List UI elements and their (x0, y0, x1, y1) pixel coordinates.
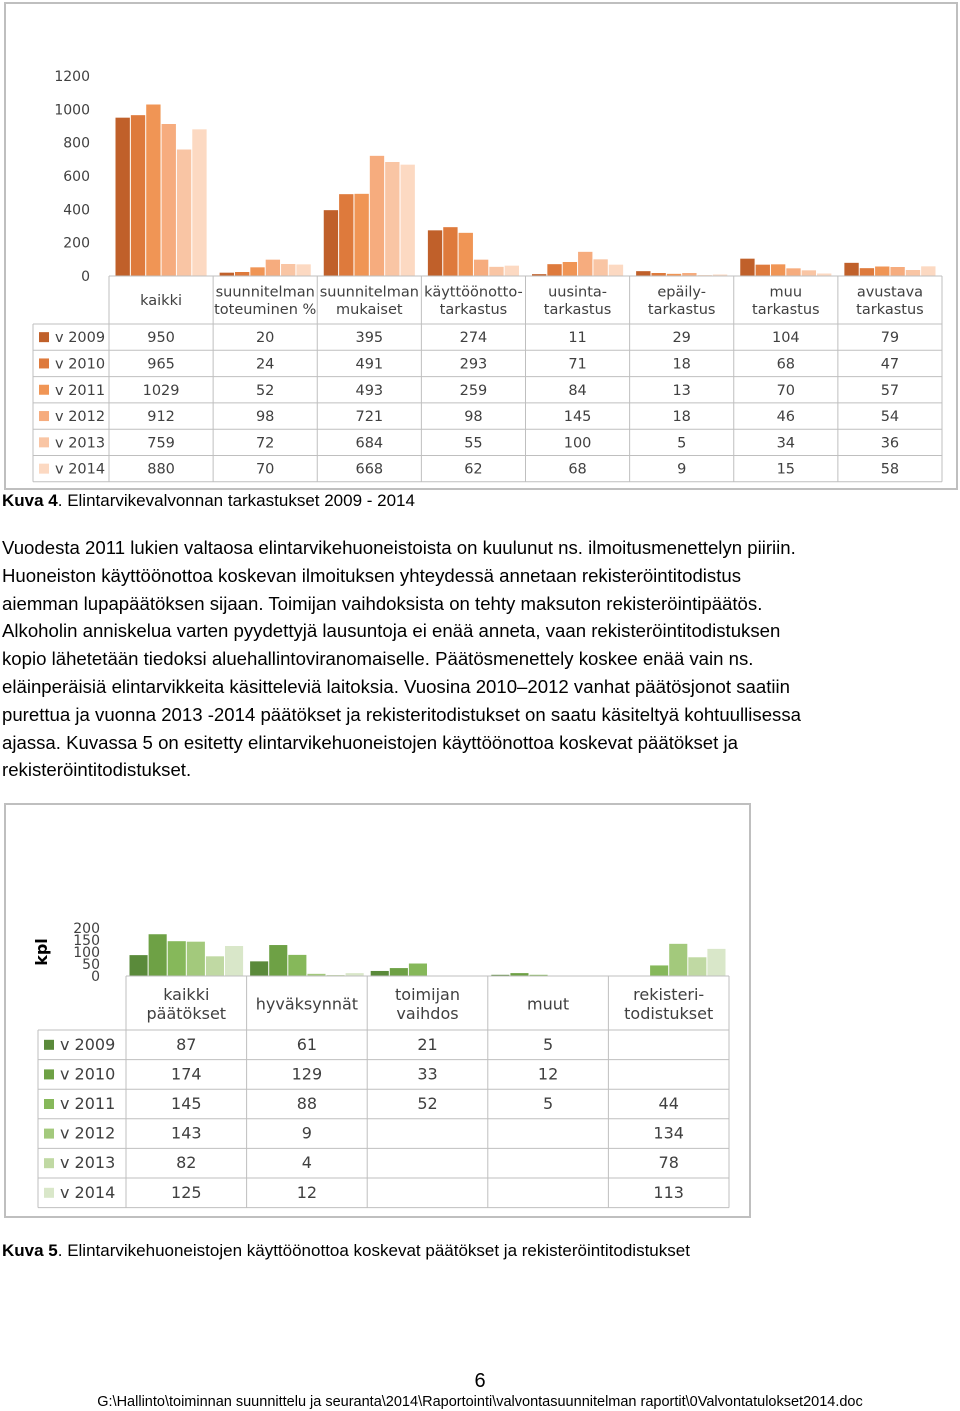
category-label: vaihdos (396, 1004, 459, 1024)
data-value-label: 684 (355, 435, 384, 452)
data-value-label: 9 (301, 1123, 312, 1143)
data-value-label: 12 (537, 1064, 559, 1084)
data-value-label: 47 (880, 356, 900, 373)
y-tick-label: 100 (73, 945, 100, 961)
data-value-label: 88 (296, 1094, 318, 1113)
figure-4-caption (2, 491, 415, 511)
category-label: tarkastus (439, 301, 508, 318)
bar-v-2010-6 (756, 265, 770, 276)
legend-swatch-v-2011 (39, 385, 49, 395)
data-value-label: 70 (776, 382, 796, 399)
data-value-label: 104 (771, 330, 800, 347)
figure-5-caption-label: Kuva 5 (2, 1241, 58, 1260)
data-value-label: 5 (543, 1034, 554, 1054)
data-value-label: 259 (459, 382, 488, 399)
data-value-label: 70 (255, 461, 275, 478)
category-label: suunnitelman (215, 284, 315, 301)
bar-v-2014-0 (192, 129, 206, 276)
legend-label: v 2014 (60, 1182, 116, 1202)
legend-swatch-v-2014 (39, 464, 49, 474)
category-label: suunnitelman (319, 284, 419, 301)
data-value-label: 68 (776, 356, 796, 373)
data-value-label: 78 (658, 1153, 679, 1173)
bar-v-2009-3 (428, 230, 442, 276)
data-value-label: 1029 (142, 382, 180, 399)
bar-v-2010-2 (339, 194, 353, 276)
bar-v-2009-2 (371, 971, 389, 976)
paragraph-line: Huoneiston käyttöönottoa koskevan ilmoituksen yhteydessä annetaan rekisteröintitodistus (2, 564, 742, 586)
bar-v-2013-0 (206, 956, 224, 976)
legend-swatch-v-2010 (39, 358, 49, 368)
y-tick-label: 1200 (54, 69, 90, 85)
legend-swatch-v-2013 (44, 1158, 54, 1168)
category-label: muu (769, 284, 803, 301)
category-label: tarkastus (856, 301, 924, 318)
data-value-label: 912 (147, 409, 175, 426)
data-value-label: 759 (147, 435, 175, 452)
data-value-label: 15 (776, 461, 796, 478)
legend-swatch-v-2009 (39, 332, 49, 342)
data-value-label: 55 (464, 435, 483, 452)
bar-v-2011-2 (354, 194, 368, 276)
category-label: todistukset (624, 1004, 714, 1024)
data-value-label: 12 (296, 1182, 318, 1202)
legend-label: v 2012 (60, 1123, 116, 1143)
paragraph-line: aiemman lupapäätöksen sijaan. Toimijan vaihdoksista on tehty maksuton rekisteröintipäätös. (2, 592, 763, 614)
bar-v-2013-6 (802, 270, 816, 276)
data-value-label: 5 (677, 435, 687, 452)
data-value-label: 134 (653, 1123, 684, 1143)
data-value-label: 174 (171, 1064, 202, 1084)
figure-4-svg (6, 4, 960, 492)
data-value-label: 493 (355, 382, 384, 399)
data-value-label: 21 (417, 1034, 438, 1054)
bar-v-2010-7 (860, 268, 874, 276)
bar-v-2014-4 (609, 265, 623, 276)
y-axis-label: kpl (32, 938, 51, 966)
bar-v-2014-0 (225, 946, 243, 976)
data-value-label: 79 (880, 330, 900, 347)
bar-v-2010-0 (131, 115, 145, 276)
legend-label: v 2011 (60, 1094, 116, 1113)
category-label: epäily- (657, 284, 707, 301)
paragraph-line: purettua ja vuonna 2013 -2014 päätökset ja rekisteritodistukset on saatu käsiteltyä kohtuullisessa (2, 703, 801, 725)
data-value-label: 143 (171, 1123, 202, 1143)
bar-v-2011-1 (250, 267, 264, 276)
data-value-label: 721 (355, 409, 384, 426)
data-value-label: 668 (355, 461, 384, 478)
data-value-label: 54 (880, 409, 900, 426)
category-label: avustava (856, 284, 924, 301)
figure-5-caption (2, 1241, 690, 1261)
data-value-label: 98 (255, 409, 275, 426)
bar-v-2012-0 (187, 942, 205, 976)
bar-v-2011-4 (650, 965, 668, 976)
bar-v-2014-4 (707, 949, 725, 976)
bar-v-2012-4 (669, 944, 687, 976)
legend-label: v 2009 (60, 1034, 116, 1054)
data-value-label: 82 (176, 1153, 197, 1173)
data-value-label: 950 (147, 330, 175, 347)
bar-v-2010-0 (149, 934, 167, 976)
bar-v-2012-3 (474, 260, 488, 276)
figure-4-caption-text: . Elintarvikevalvonnan tarkastukset 2009 - 2014 (57, 491, 415, 510)
bar-v-2009-0 (130, 955, 148, 976)
legend-swatch-v-2011 (44, 1099, 54, 1109)
data-value-label: 24 (255, 356, 275, 373)
bar-v-2009-6 (740, 259, 754, 276)
bar-v-2010-2 (390, 968, 408, 976)
bar-v-2013-4 (593, 259, 607, 276)
y-tick-label: 0 (81, 269, 90, 285)
data-value-label: 36 (880, 435, 900, 452)
bar-v-2014-3 (505, 266, 519, 276)
data-value-label: 34 (776, 435, 796, 452)
bar-v-2010-1 (269, 945, 287, 976)
bar-v-2013-3 (489, 267, 503, 276)
data-value-label: 274 (459, 330, 488, 347)
category-label: muut (527, 994, 570, 1014)
data-value-label: 113 (653, 1182, 684, 1202)
bar-v-2011-0 (146, 105, 160, 277)
data-value-label: 18 (672, 356, 691, 373)
paragraph-line: kopio lähetetään tiedoksi aluehallintoviranomaiselle. Päätösmenettely koskee enää vain ns. (2, 648, 754, 670)
data-value-label: 29 (672, 330, 691, 347)
category-label: kaikki (163, 985, 210, 1005)
bar-v-2014-2 (401, 165, 415, 276)
bar-v-2011-3 (459, 233, 473, 276)
paragraph-line: rekisteröintitodistukset. (2, 759, 192, 781)
data-value-label: 965 (147, 356, 175, 373)
y-tick-label: 0 (91, 969, 100, 985)
data-value-label: 61 (296, 1034, 318, 1054)
category-label: uusinta- (548, 284, 608, 301)
legend-label: v 2013 (55, 435, 106, 452)
figure-5-caption-text: . Elintarvikehuoneistojen käyttöönottoa koskevat päätökset ja rekisteröintitodistukset (57, 1241, 690, 1260)
bar-v-2009-2 (324, 210, 338, 276)
figure-4-chart (4, 2, 958, 490)
legend-swatch-v-2009 (44, 1040, 54, 1050)
legend-label: v 2009 (55, 330, 106, 347)
bar-v-2009-1 (250, 961, 268, 976)
bar-v-2013-1 (281, 264, 295, 276)
legend-swatch-v-2013 (39, 437, 49, 447)
page-number: 6 (474, 1370, 486, 1392)
data-value-label: 491 (355, 356, 384, 373)
data-value-label: 57 (880, 382, 900, 399)
bar-v-2012-2 (370, 156, 384, 276)
bar-v-2009-5 (636, 271, 650, 276)
data-value-label: 87 (176, 1034, 197, 1054)
category-label: toimijan (395, 985, 460, 1005)
bar-v-2012-6 (786, 268, 800, 276)
bar-v-2010-4 (547, 264, 561, 276)
data-value-label: 20 (255, 330, 275, 347)
data-value-label: 129 (291, 1064, 323, 1084)
legend-label: v 2012 (55, 409, 106, 426)
category-label: kaikki (140, 293, 183, 310)
bar-v-2012-4 (578, 252, 592, 276)
y-tick-label: 200 (73, 921, 100, 937)
data-value-label: 46 (776, 409, 796, 426)
data-value-label: 72 (255, 435, 275, 452)
bar-v-2012-7 (890, 267, 904, 276)
legend-swatch-v-2014 (44, 1188, 54, 1198)
figure-5-svg (6, 805, 753, 1220)
data-value-label: 44 (658, 1094, 679, 1113)
category-label: tarkastus (752, 301, 820, 318)
y-tick-label: 800 (63, 135, 90, 152)
data-value-label: 98 (464, 409, 483, 426)
data-value-label: 33 (417, 1064, 438, 1084)
legend-swatch-v-2012 (39, 411, 49, 421)
bar-v-2013-0 (177, 150, 191, 277)
bar-v-2013-7 (906, 270, 920, 276)
y-tick-label: 600 (63, 169, 90, 185)
body-paragraph (2, 534, 958, 784)
bar-v-2012-1 (266, 260, 280, 276)
data-value-label: 71 (568, 356, 587, 373)
data-value-label: 880 (147, 461, 175, 478)
category-label: käyttöönotto- (424, 284, 523, 301)
y-tick-label: 200 (63, 235, 90, 252)
legend-label: v 2010 (60, 1064, 116, 1084)
bar-v-2011-7 (875, 267, 889, 277)
data-value-label: 18 (672, 409, 691, 426)
category-label: tarkastus (543, 301, 612, 318)
legend-swatch-v-2012 (44, 1129, 54, 1139)
y-tick-label: 1000 (54, 102, 90, 119)
legend-label: v 2014 (55, 461, 106, 478)
bar-v-2010-3 (443, 227, 457, 276)
data-value-label: 5 (543, 1094, 554, 1113)
category-label: tarkastus (647, 301, 716, 318)
paragraph-line: eläinperäisiä elintarvikkeita käsitteleviä laitoksia. Vuosina 2010–2012 vanhat päätösjonot saatiin (2, 675, 790, 697)
legend-swatch-v-2010 (44, 1069, 54, 1079)
data-value-label: 68 (568, 461, 587, 478)
paragraph-line: Alkoholin anniskelua varten pyydettyjä lausuntoja ei enää anneta, vaan rekisteröintitodistuksen (2, 620, 781, 642)
data-value-label: 11 (568, 330, 587, 347)
y-tick-label: 50 (82, 957, 100, 973)
figure-4-caption-label: Kuva 4 (2, 491, 58, 510)
bar-v-2012-0 (162, 124, 176, 276)
bar-v-2013-4 (688, 957, 706, 976)
data-value-label: 13 (672, 382, 691, 399)
bar-v-2013-2 (385, 162, 399, 276)
data-value-label: 395 (355, 330, 384, 347)
bar-v-2011-1 (288, 955, 306, 976)
data-value-label: 293 (459, 356, 488, 373)
category-label: hyväksynnät (255, 994, 359, 1014)
data-value-label: 100 (563, 435, 592, 452)
bar-v-2011-6 (771, 264, 785, 276)
category-label: mukaiset (336, 301, 403, 318)
bar-v-2009-0 (116, 118, 130, 276)
data-value-label: 62 (464, 461, 483, 478)
bar-v-2011-4 (563, 262, 577, 276)
legend-label: v 2010 (55, 356, 106, 373)
data-value-label: 52 (417, 1094, 438, 1113)
bar-v-2010-1 (235, 272, 249, 276)
data-value-label: 9 (677, 461, 687, 478)
y-tick-label: 150 (73, 933, 100, 949)
category-label: päätökset (146, 1004, 227, 1024)
figure-5-chart (4, 803, 751, 1218)
data-value-label: 145 (171, 1094, 202, 1113)
bar-v-2011-2 (409, 964, 427, 976)
data-value-label: 52 (255, 382, 275, 399)
category-label: toteuminen % (214, 301, 317, 318)
paragraph-line: ajassa. Kuvassa 5 on esitetty elintarvikehuoneistojen käyttöönottoa koskevat päätökset ja (2, 731, 738, 753)
data-value-label: 4 (301, 1153, 312, 1173)
bar-v-2014-7 (921, 266, 935, 276)
data-value-label: 125 (171, 1182, 202, 1202)
data-value-label: 58 (880, 461, 900, 478)
footer-file-path: G:\Hallinto\toiminnan suunnittelu ja seuranta\2014\Raportointi\valvontasuunnitelman raportit\0Valvontatulokset2014.doc (97, 1394, 863, 1410)
bar-v-2009-7 (844, 263, 858, 276)
category-label: rekisteri- (633, 985, 705, 1005)
y-tick-label: 400 (63, 202, 90, 219)
bar-v-2014-1 (296, 264, 310, 276)
bar-v-2011-0 (168, 941, 186, 976)
paragraph-line: Vuodesta 2011 lukien valtaosa elintarvikehuoneistoista on kuulunut ns. ilmoitusmenettelyn piiriin. (2, 537, 796, 558)
data-value-label: 84 (568, 382, 587, 399)
legend-label: v 2011 (55, 382, 106, 399)
data-value-label: 145 (563, 409, 592, 426)
legend-label: v 2013 (60, 1153, 116, 1173)
